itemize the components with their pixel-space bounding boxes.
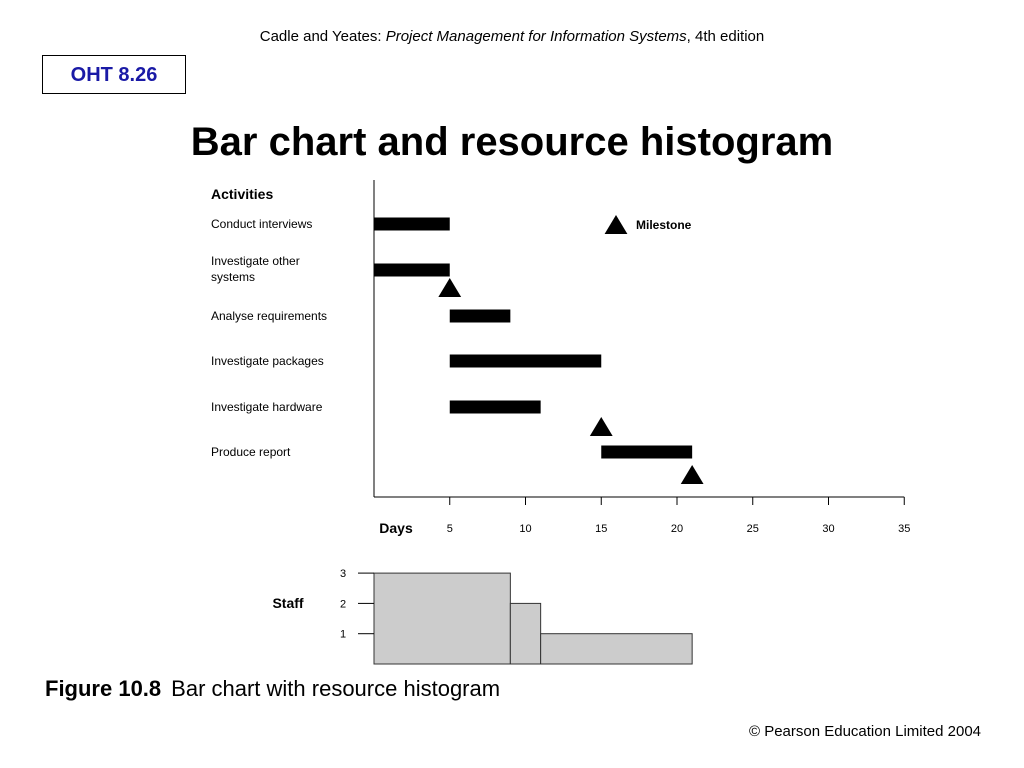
x-axis-title: Days	[379, 520, 413, 536]
histogram-y-title: Staff	[272, 595, 304, 611]
x-tick-label-25: 25	[746, 523, 759, 535]
activity-bar-6	[601, 446, 692, 459]
activity-bar-5	[450, 401, 541, 414]
activity-bar-2	[374, 264, 450, 277]
source-edition: , 4th edition	[686, 28, 765, 45]
figure-text: Bar chart with resource histogram	[171, 676, 501, 701]
milestone-legend-label: Milestone	[636, 218, 692, 232]
histogram-tick-label-3: 3	[339, 568, 347, 581]
milestone-legend-icon	[605, 215, 628, 234]
copyright-notice: © Pearson Education Limited 2004	[748, 723, 981, 740]
activity-bar-4	[450, 355, 602, 368]
activity-label-2-line-1: Investigate other	[211, 254, 300, 268]
page-title: Bar chart and resource histogram	[190, 120, 834, 164]
activity-label-2-line-2: systems	[211, 270, 256, 284]
milestone-marker-1	[438, 278, 461, 297]
histogram-bar-2	[510, 603, 540, 664]
activity-label-4: Investigate packages	[211, 354, 324, 368]
x-tick-label-30: 30	[822, 523, 835, 535]
activity-label-3: Analyse requirements	[211, 309, 328, 323]
figure-caption	[45, 676, 500, 702]
histogram-bar-3	[541, 634, 693, 664]
milestone-marker-3	[681, 465, 704, 484]
activities-heading: Activities	[211, 186, 274, 202]
histogram-tick-label-2: 2	[339, 598, 347, 611]
x-tick-label-15: 15	[595, 523, 608, 535]
activity-label-6: Produce report	[211, 445, 291, 459]
activity-label-5: Investigate hardware	[211, 400, 323, 414]
x-tick-label-20: 20	[670, 523, 684, 535]
source-prefix: Cadle and Yeates:	[259, 28, 386, 45]
oht-label: OHT 8.26	[42, 55, 186, 94]
activity-bar-1	[374, 218, 450, 231]
source-book-title: Project Management for Information Systems	[385, 28, 687, 45]
histogram-bar-1	[374, 573, 510, 664]
x-tick-label-5: 5	[446, 523, 453, 535]
activity-label-1: Conduct interviews	[211, 217, 313, 231]
activity-bar-3	[450, 310, 511, 323]
figure-label: Figure 10.8	[45, 676, 162, 701]
x-tick-label-35: 35	[898, 523, 911, 535]
histogram-tick-label-1: 1	[339, 628, 347, 641]
x-tick-label-10: 10	[519, 523, 532, 535]
milestone-marker-2	[590, 417, 613, 436]
